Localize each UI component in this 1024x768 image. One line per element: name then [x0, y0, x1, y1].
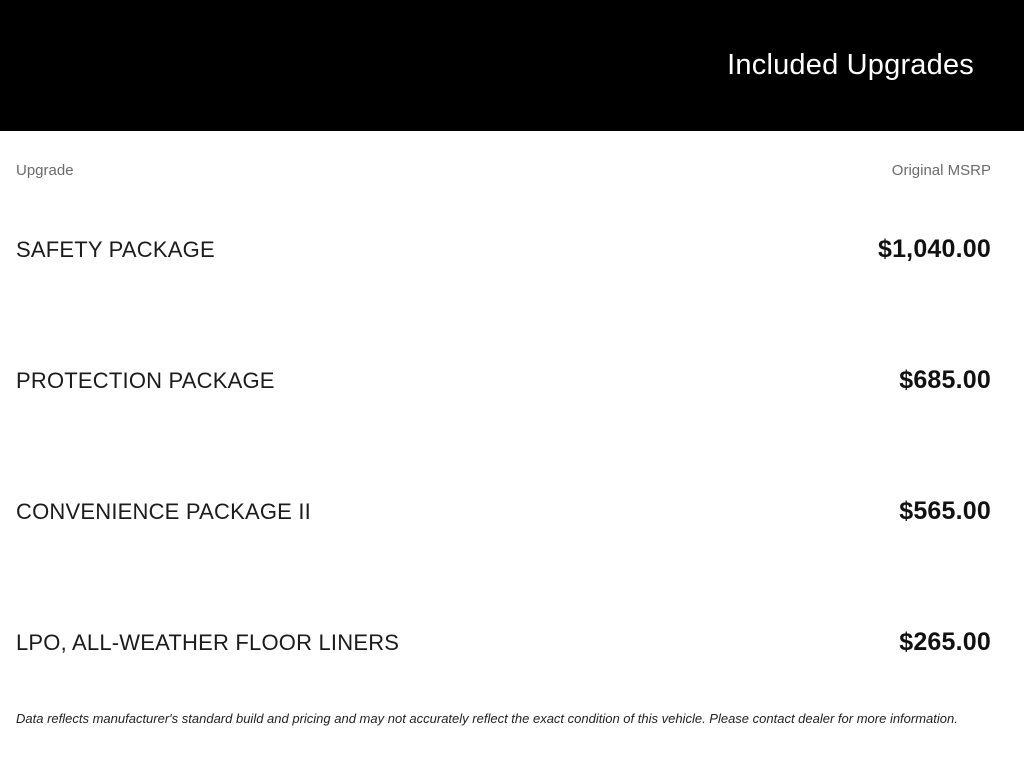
- upgrade-name: LPO, ALL-WEATHER FLOOR LINERS: [16, 629, 400, 655]
- upgrade-name: CONVENIENCE PACKAGE II: [16, 498, 311, 524]
- upgrade-price: $1,040.00: [877, 235, 991, 263]
- included-upgrades-header: [0, 0, 1024, 131]
- upgrade-name: SAFETY PACKAGE: [16, 236, 215, 262]
- table-column-headers: [16, 162, 991, 179]
- column-header-original-msrp: Original MSRP: [891, 162, 991, 179]
- table-row: [16, 315, 991, 446]
- page-title: Included Upgrades: [727, 49, 974, 81]
- column-header-upgrade: Upgrade: [16, 162, 74, 179]
- table-row: [16, 184, 991, 315]
- upgrade-price: $265.00: [899, 628, 991, 656]
- upgrade-name: PROTECTION PACKAGE: [16, 367, 275, 393]
- table-row: [16, 577, 991, 708]
- upgrade-price: $685.00: [899, 366, 991, 394]
- table-row: [16, 446, 991, 577]
- upgrade-rows: [16, 184, 991, 708]
- upgrades-table: [0, 162, 1024, 708]
- upgrade-price: $565.00: [899, 497, 991, 525]
- disclaimer-text: Data reflects manufacturer's standard build and pricing and may not accurately reflect the exact condition of this vehicle. Please contact dealer for more information.: [16, 711, 958, 726]
